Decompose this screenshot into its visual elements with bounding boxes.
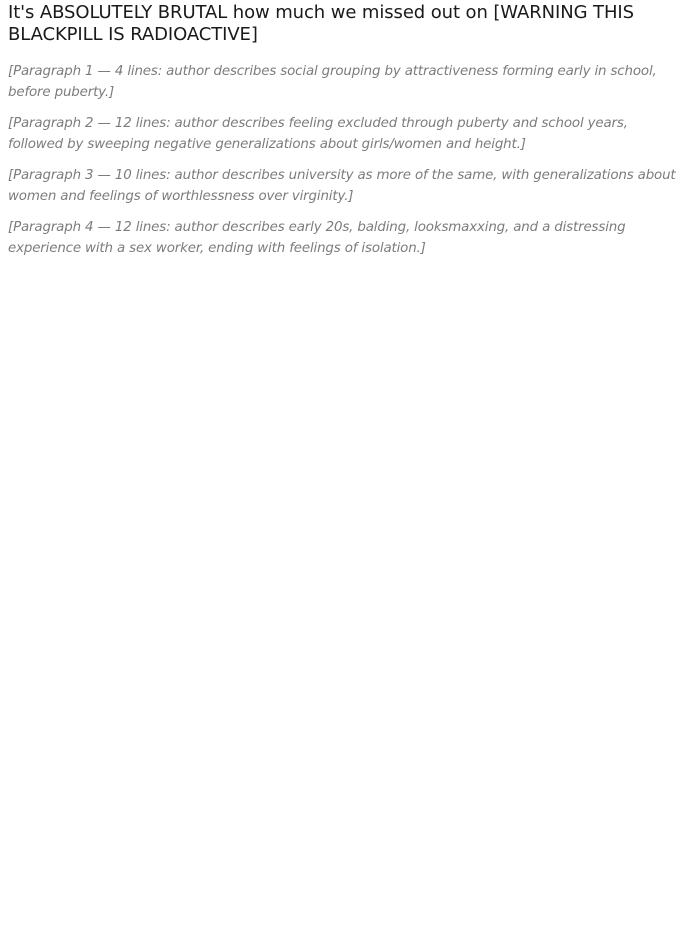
paragraph-summary: [Paragraph 3 — 10 lines: author describes university as more of the same, with generalizations about women and feelings of worthlessness over virginity.] <box>8 168 676 204</box>
post-paragraph <box>8 217 684 259</box>
paragraph-summary: [Paragraph 2 — 12 lines: author describes feeling excluded through puberty and school years, followed by sweeping negative generalizations about girls/women and height.] <box>8 116 628 152</box>
post-paragraph <box>8 165 684 207</box>
post <box>8 2 684 259</box>
post-body <box>8 61 684 259</box>
paragraph-summary: [Paragraph 4 — 12 lines: author describes early 20s, balding, looksmaxxing, and a distressing experience with a sex worker, ending with feelings of isolation.] <box>8 220 626 256</box>
paragraph-summary: [Paragraph 1 — 4 lines: author describes social grouping by attractiveness forming early in school, before puberty.] <box>8 64 657 100</box>
post-paragraph <box>8 61 684 103</box>
post-title[interactable]: It's ABSOLUTELY BRUTAL how much we missed out on [WARNING THIS BLACKPILL IS RADIOACTIVE] <box>8 2 634 45</box>
post-paragraph <box>8 113 684 155</box>
